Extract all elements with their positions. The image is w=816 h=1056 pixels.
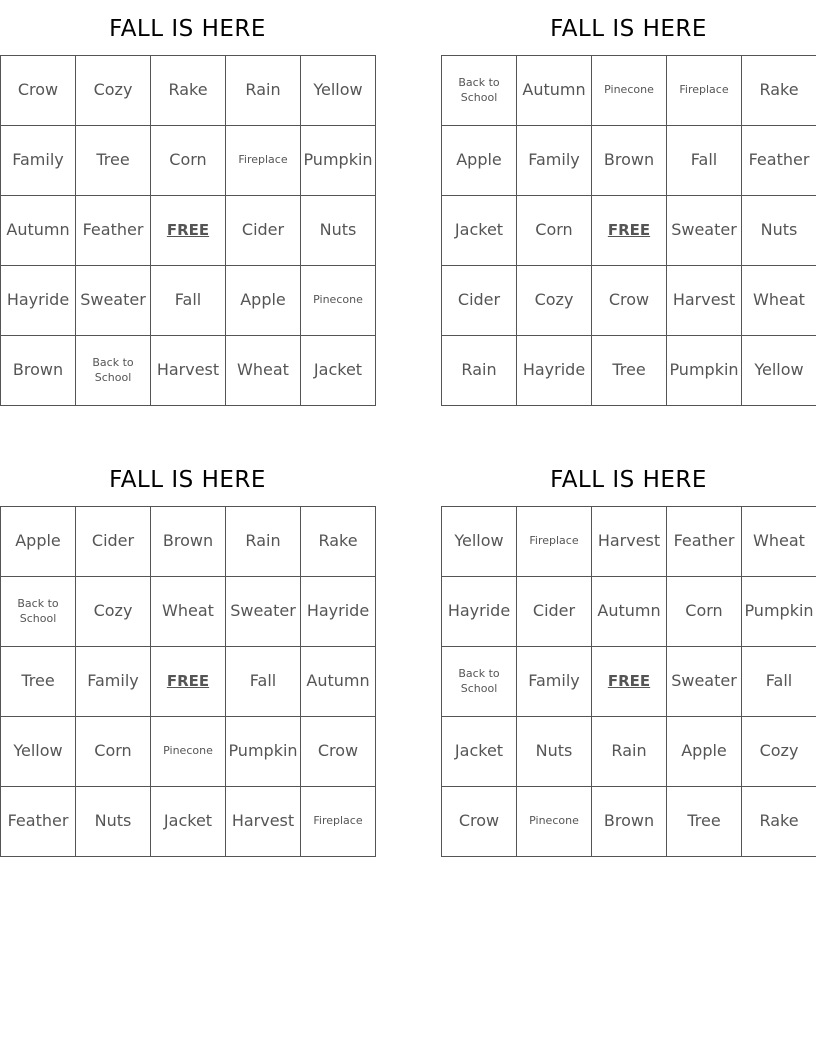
bingo-cell: Cozy	[76, 56, 151, 126]
bingo-cell: Rain	[226, 507, 301, 577]
bingo-cell: Rake	[742, 787, 816, 857]
bingo-cell: Jacket	[151, 787, 226, 857]
bingo-grid	[0, 506, 376, 857]
bingo-cell: Crow	[301, 717, 376, 787]
bingo-cell: Fireplace	[301, 787, 376, 857]
bingo-cell: Harvest	[667, 266, 742, 336]
bingo-cell: Hayride	[517, 336, 592, 406]
bingo-cell: Fireplace	[517, 507, 592, 577]
bingo-cell: Crow	[1, 56, 76, 126]
bingo-cell: Jacket	[442, 717, 517, 787]
bingo-cell: Cozy	[517, 266, 592, 336]
bingo-cell: Pinecone	[592, 56, 667, 126]
bingo-cell: Family	[1, 126, 76, 196]
bingo-cell: Brown	[592, 787, 667, 857]
bingo-cell: Feather	[742, 126, 816, 196]
bingo-cell: Nuts	[301, 196, 376, 266]
bingo-cell: Tree	[592, 336, 667, 406]
bingo-cell: Fireplace	[226, 126, 301, 196]
free-space-cell: FREE	[592, 196, 667, 266]
bingo-cell: Pumpkin	[742, 577, 816, 647]
bingo-cell: Fall	[226, 647, 301, 717]
bingo-cell: Cider	[442, 266, 517, 336]
bingo-cell: Pumpkin	[226, 717, 301, 787]
bingo-cell: Rake	[151, 56, 226, 126]
free-space-cell: FREE	[592, 647, 667, 717]
bingo-cell: Back to School	[442, 647, 517, 717]
bingo-cell: Pumpkin	[667, 336, 742, 406]
bingo-cell: Autumn	[592, 577, 667, 647]
bingo-cell: Fall	[151, 266, 226, 336]
bingo-cell: Jacket	[301, 336, 376, 406]
bingo-cell: Autumn	[1, 196, 76, 266]
bingo-cell: Nuts	[742, 196, 816, 266]
bingo-cell: Rake	[301, 507, 376, 577]
bingo-cell: Back to School	[442, 56, 517, 126]
bingo-cell: Nuts	[517, 717, 592, 787]
bingo-cell: Family	[517, 647, 592, 717]
bingo-cell: Jacket	[442, 196, 517, 266]
bingo-cell: Hayride	[1, 266, 76, 336]
bingo-cell: Harvest	[151, 336, 226, 406]
bingo-cell: Feather	[667, 507, 742, 577]
bingo-cell: Fall	[667, 126, 742, 196]
free-space-cell: FREE	[151, 647, 226, 717]
bingo-cell: Back to School	[1, 577, 76, 647]
bingo-cell: Cider	[76, 507, 151, 577]
bingo-cell: Family	[517, 126, 592, 196]
card-title: FALL IS HERE	[550, 467, 707, 493]
bingo-cell: Sweater	[667, 647, 742, 717]
bingo-cell: Cider	[226, 196, 301, 266]
bingo-cell: Pinecone	[517, 787, 592, 857]
bingo-cell: Autumn	[301, 647, 376, 717]
bingo-cell: Brown	[151, 507, 226, 577]
bingo-cell: Autumn	[517, 56, 592, 126]
bingo-cell: Wheat	[151, 577, 226, 647]
card-title: FALL IS HERE	[109, 467, 266, 493]
bingo-cell: Rake	[742, 56, 816, 126]
bingo-cell: Wheat	[742, 266, 816, 336]
bingo-cell: Corn	[517, 196, 592, 266]
bingo-cell: Rain	[226, 56, 301, 126]
bingo-cell: Apple	[667, 717, 742, 787]
bingo-cell: Pumpkin	[301, 126, 376, 196]
bingo-card-3	[0, 451, 375, 857]
bingo-card-4	[441, 451, 816, 857]
bingo-cell: Crow	[592, 266, 667, 336]
bingo-card-1	[0, 0, 375, 406]
bingo-cell: Sweater	[226, 577, 301, 647]
bingo-cell: Corn	[76, 717, 151, 787]
bingo-cell: Hayride	[301, 577, 376, 647]
bingo-cell: Apple	[226, 266, 301, 336]
bingo-cell: Rain	[592, 717, 667, 787]
bingo-cell: Nuts	[76, 787, 151, 857]
bingo-cell: Feather	[1, 787, 76, 857]
bingo-cell: Pinecone	[301, 266, 376, 336]
bingo-cell: Harvest	[226, 787, 301, 857]
bingo-cell: Cozy	[742, 717, 816, 787]
bingo-cell: Yellow	[742, 336, 816, 406]
bingo-cell: Corn	[151, 126, 226, 196]
bingo-cell: Fireplace	[667, 56, 742, 126]
bingo-cell: Wheat	[742, 507, 816, 577]
bingo-cell: Corn	[667, 577, 742, 647]
bingo-cell: Family	[76, 647, 151, 717]
bingo-cell: Brown	[592, 126, 667, 196]
bingo-card-2	[441, 0, 816, 406]
bingo-cell: Harvest	[592, 507, 667, 577]
bingo-cell: Apple	[1, 507, 76, 577]
bingo-grid	[0, 55, 376, 406]
bingo-grid	[441, 55, 816, 406]
bingo-cell: Tree	[76, 126, 151, 196]
bingo-cell: Fall	[742, 647, 816, 717]
bingo-cell: Yellow	[301, 56, 376, 126]
bingo-cell: Apple	[442, 126, 517, 196]
bingo-cell: Pinecone	[151, 717, 226, 787]
bingo-cell: Sweater	[76, 266, 151, 336]
bingo-cell: Tree	[667, 787, 742, 857]
bingo-cell: Cozy	[76, 577, 151, 647]
card-title: FALL IS HERE	[109, 16, 266, 42]
bingo-cell: Rain	[442, 336, 517, 406]
free-space-cell: FREE	[151, 196, 226, 266]
bingo-cell: Hayride	[442, 577, 517, 647]
bingo-cell: Brown	[1, 336, 76, 406]
bingo-grid	[441, 506, 816, 857]
card-title: FALL IS HERE	[550, 16, 707, 42]
bingo-cell: Tree	[1, 647, 76, 717]
bingo-cell: Feather	[76, 196, 151, 266]
bingo-cell: Yellow	[1, 717, 76, 787]
bingo-cell: Sweater	[667, 196, 742, 266]
bingo-cell: Wheat	[226, 336, 301, 406]
bingo-cell: Yellow	[442, 507, 517, 577]
bingo-cell: Back to School	[76, 336, 151, 406]
bingo-cell: Crow	[442, 787, 517, 857]
bingo-cell: Cider	[517, 577, 592, 647]
